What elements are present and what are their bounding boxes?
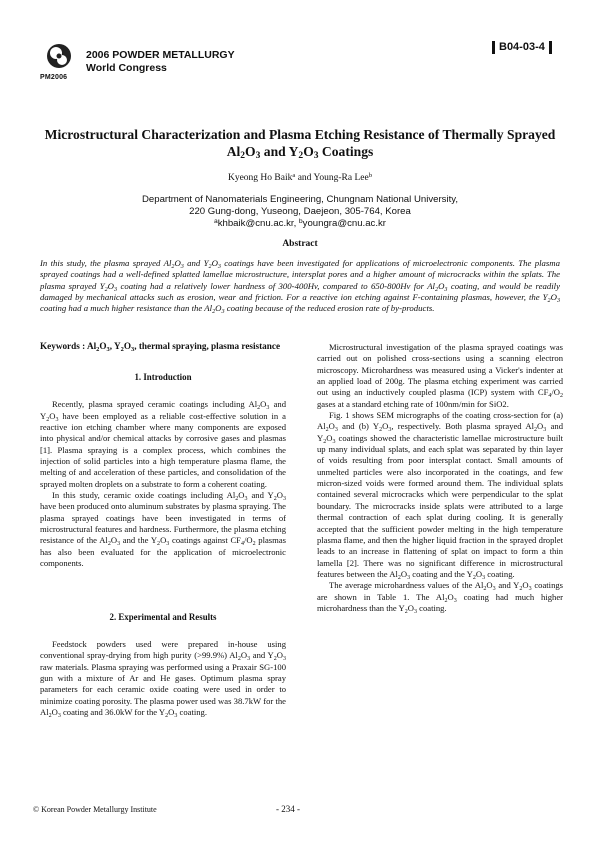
keywords: Keywords : $Al_2O_3$, $Y_2O_3$, thermal spraying, plasma resistance bbox=[40, 341, 281, 353]
paper-title: Microstructural Characterization and Plasma Etching Resistance of Thermally Sprayed $Al_2O_3$ and $Y_2O_3$ Coatings bbox=[44, 127, 556, 161]
paragraph: Recently, plasma sprayed ceramic coatings including $Al_2O_3$ and $Y_2O_3$ have been employed as a reliable cost-effective solution in a reactive ion etching chamber where many components are exposed into physical and/or chemical attacks by corrosive gases and plasmas [1]. Plasma spraying is a complex process, which combines the injection of solid particles into a high temperature plasma flame, the melting of and acceleration of these particles, and consolidation of the sprayed molten droplets on a substrate to form a coherent coating. bbox=[40, 399, 286, 489]
section-heading-experimental: 2. Experimental and Results bbox=[109, 611, 217, 622]
section-heading-introduction: 1. Introduction bbox=[134, 372, 192, 382]
affiliation-line: Department of Nanomaterials Engineering, Chungnam National University, bbox=[141, 194, 459, 205]
paper-authors: Kyeong Ho Baik$^a$ and Young-Ra Lee$^b$ bbox=[227, 172, 373, 183]
abstract-text: In this study, the plasma sprayed $Al_2O_3$ and $Y_2O_3$ coatings have been investigated for applications of microelectronic components. The plasma sprayed coatings had a well-defined splatted lamellae microstructure, intersplat pores and a higher amount of microcracks within the splats. The plasma sprayed $Y_2O_3$ coating had a relatively lower hardness of 300-400Hv, compared to 650-800Hv for $Al_2O_3$ coating, and would be readily damaged by mechanical attacks such as erosion, wear and friction. For a reactive ion etching against F-containing plasmas, however, the $Y_2O_3$ coating had a much higher resistance than the $Al_2O_3$ coating because of the reduced erosion rate of by-products. bbox=[40, 258, 561, 316]
page-number: - 234 - bbox=[276, 804, 300, 814]
paragraph: Feedstock powders used were prepared in-house using conventional spray-drying from high purity (>99.9%) $Al_2O_3$ and $Y_2O_3$ raw materials. Plasma spraying was performed using a Praxair SG-100 gun with a mixture of Ar and He gases. Optimum plasma spray parameters for each ceramic oxide coating were used in order to minimize coating porosity. The plasma power used was 38.7kW for the $Al_2O_3$ coating and 36.0kW for the $Y_2O_3$ coating. bbox=[40, 638, 286, 719]
affiliation-emails: $^a$khbaik@cnu.ac.kr, $^b$youngra@cnu.ac.kr bbox=[213, 217, 387, 229]
logo-year: PM2006 bbox=[40, 74, 68, 81]
conference-subtitle: World Congress bbox=[86, 62, 167, 74]
affiliation bbox=[40, 194, 560, 229]
paper-code: B04-03-4 bbox=[492, 41, 552, 54]
conference-name: 2006 POWDER METALLURGY bbox=[86, 49, 235, 61]
paragraph: The average microhardness values of the $Al_2O_3$ and $Y_2O_3$ coatings are shown in Table 1. The $Al_2O_3$ coating had much higher microhardness than the $Y_2O_3$ coating. bbox=[317, 580, 564, 615]
copyright-notice: © Korean Powder Metallurgy Institute bbox=[33, 805, 157, 814]
right-column bbox=[317, 342, 563, 614]
paragraph: In this study, ceramic oxide coatings including $Al_2O_3$ and $Y_2O_3$ have been produced onto aluminum substrates by plasma spraying. The plasma sprayed coatings have been investigated in terms of microstructural features and hardness. Furthermore, the plasma etching resistance of the $Al_2O_3$ and the $Y_2O_3$ coatings against $CF_4/O_2$ plasmas has also been evaluated for the application of microelectronic components. bbox=[40, 490, 286, 569]
left-column bbox=[40, 362, 286, 718]
paragraph: Fig. 1 shows SEM micrographs of the coating cross-section for (a) $Al_2O_3$ and (b) $Y_2O_3$, respectively. Both plasma sprayed $Al_2O_3$ and $Y_2O_3$ coatings showed the characteristic lamellae microstructure built up many individual splats, and each splat was separated by thin layer of voids resulting from poor intersplat contact. Small amounts of unmelted particles were also incorporated in the coatings, and few micron-sized voids were formed around them. The individual splats contained several microcracks which were perpendicular to the splat boundary. The microcracks inside splats were attributed to a large thermal contraction of each splat during cooling. It is generally accepted that the sufficient powder melting in the high temperature plasma flame, and then the higher liquid fraction in the sprayed droplet leads to an increase in flattening of splat on impact to form a thin lamella [2]. There was no significant difference in microstructural features between the $Al_2O_3$ coating and the $Y_2O_3$ coating. bbox=[317, 410, 563, 581]
affiliation-line: 220 Gung-dong, Yuseong, Daejeon, 305-764, Korea bbox=[189, 205, 411, 217]
abstract-heading: Abstract bbox=[282, 239, 318, 249]
paragraph: Microstructural investigation of the plasma sprayed coatings was carried out on polished cross-sections using a scanning electron microscopy. Microhardness was measured using a Vicker's indenter at an applied load of 200g. The plasma etching experiment was carried out using an inductively coupled plasma (ICP) system with $CF_4/O_2$ gases at a standard etching rate of 100nm/min for SiO2. bbox=[317, 342, 563, 409]
